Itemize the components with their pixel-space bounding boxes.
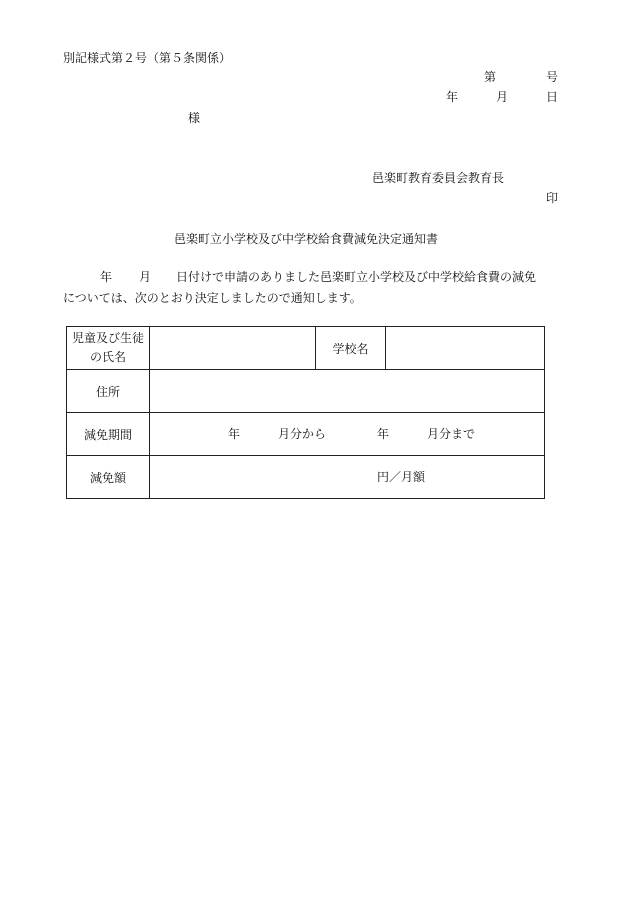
body-year: 年 [100, 270, 113, 284]
school-value-cell[interactable] [386, 327, 545, 370]
form-label: 別記様式第２号（第５条関係） [63, 51, 232, 65]
seal-mark: 印 [546, 191, 559, 205]
school-label-cell [316, 327, 386, 370]
name-label-line1: 児童及び生徒 [71, 331, 144, 345]
amount-value-cell[interactable] [150, 456, 545, 499]
period-to-year: 年 [377, 427, 390, 441]
number-dai: 第 [484, 70, 497, 84]
date-day: 日 [546, 90, 559, 104]
table-row [67, 327, 545, 370]
address-label: 住所 [95, 384, 120, 399]
table-row [67, 370, 545, 413]
document-title: 邑楽町立小学校及び中学校給食費減免決定通知書 [174, 232, 439, 246]
sender-title: 邑楽町教育委員会教育長 [372, 171, 505, 185]
body-month: 月 [139, 270, 152, 284]
period-from-year: 年 [228, 427, 241, 441]
body-line2: については、次のとおり決定しましたので通知します。 [63, 291, 362, 305]
address-label-cell [67, 370, 150, 413]
address-value-cell[interactable] [150, 370, 545, 413]
period-label-cell [67, 413, 150, 456]
number-go: 号 [546, 70, 559, 84]
period-from-month: 月分から [278, 427, 327, 441]
date-month: 月 [496, 90, 509, 104]
period-label: 減免期間 [83, 427, 132, 442]
period-to-month: 月分まで [427, 427, 476, 441]
date-year: 年 [446, 90, 459, 104]
name-label-line2: の氏名 [89, 350, 126, 364]
table-row [67, 456, 545, 499]
period-value-cell[interactable] [150, 413, 545, 456]
name-value-cell[interactable] [150, 327, 316, 370]
decision-table [66, 326, 545, 499]
amount-label-cell [67, 456, 150, 499]
name-label-cell [67, 327, 150, 370]
school-label: 学校名 [332, 341, 369, 356]
addressee-sama: 様 [188, 111, 201, 125]
table-row [67, 413, 545, 456]
amount-label: 減免額 [89, 470, 126, 485]
amount-unit: 円／月額 [377, 470, 426, 484]
body-line1: 日付けで申請のありました邑楽町立小学校及び中学校給食費の減免 [176, 270, 537, 284]
